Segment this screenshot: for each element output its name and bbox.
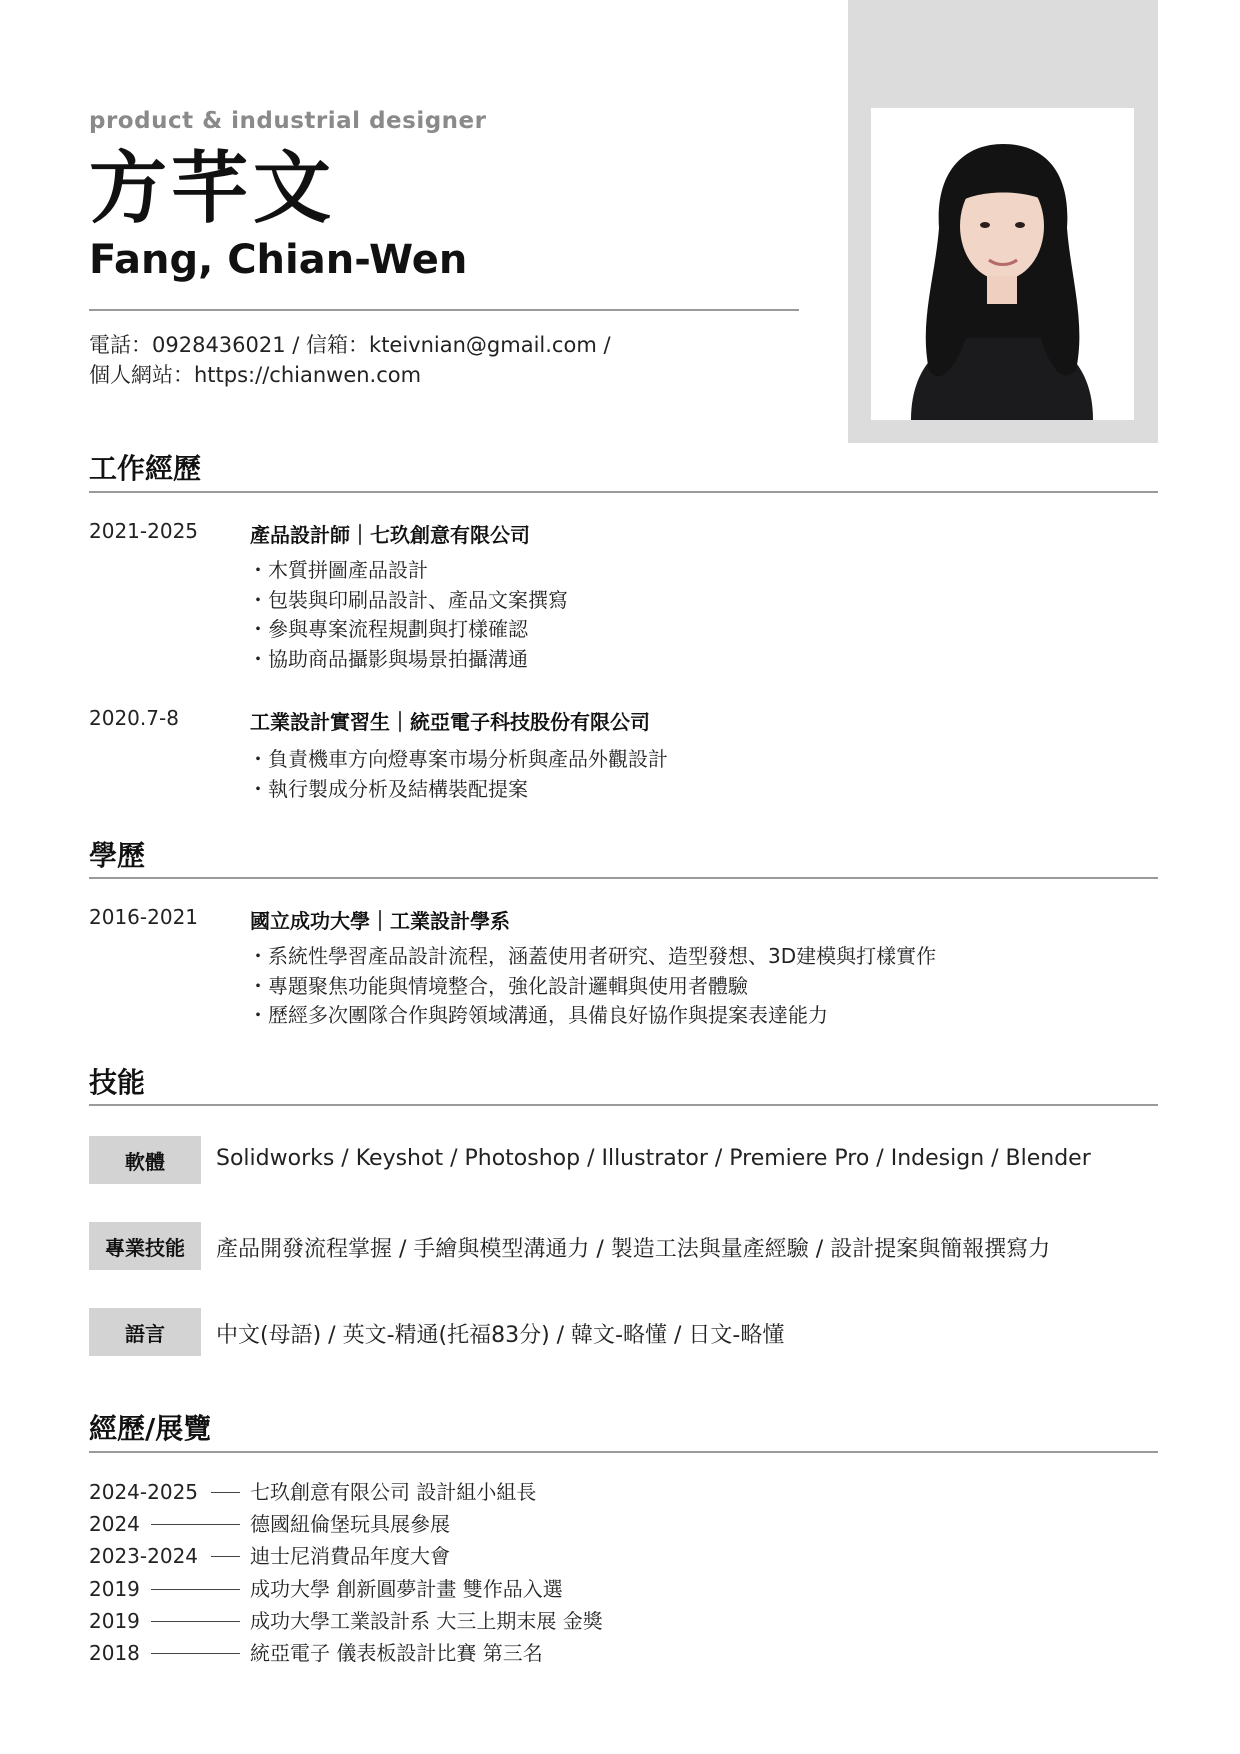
name-chinese: 方芊文 — [89, 144, 336, 234]
timeline-connector — [151, 1621, 240, 1622]
list-item: ・ 協助商品攝影與場景拍攝溝通 — [248, 645, 568, 675]
skill-label-professional: 專業技能 — [89, 1222, 201, 1270]
education-bullets — [248, 942, 936, 1031]
section-title-work: 工作經歷 — [89, 452, 202, 485]
list-item: ・ 負責機車方向燈專案市場分析與產品外觀設計 — [248, 745, 668, 775]
contact-line-website: 個人網站：https://chianwen.com — [89, 363, 422, 387]
timeline-row — [89, 1638, 1149, 1668]
contact-info — [89, 330, 611, 390]
work-role: 工業設計實習生｜統亞電子科技股份有限公司 — [250, 710, 650, 734]
list-item: ・ 包裝與印刷品設計、產品文案撰寫 — [248, 586, 568, 616]
timeline-text: 統亞電子 儀表板設計比賽 第三名 — [250, 1641, 543, 1665]
skill-value-language: 中文(母語) / 英文-精通(托福83分) / 韓文-略懂 / 日文-略懂 — [216, 1323, 785, 1348]
timeline-row — [89, 1574, 1149, 1604]
contact-line-phone-email: 電話：0928436021 / 信箱：kteivnian@gmail.com / — [89, 333, 611, 357]
timeline-connector — [151, 1589, 240, 1590]
timeline-year: 2019 — [89, 1577, 140, 1601]
profile-photo — [871, 108, 1134, 420]
section-divider-work — [89, 491, 1158, 493]
work-date: 2021-2025 — [89, 519, 199, 543]
timeline-text: 德國紐倫堡玩具展參展 — [250, 1512, 450, 1536]
section-title-exhibitions: 經歷/展覽 — [89, 1412, 212, 1445]
education-date: 2016-2021 — [89, 905, 199, 929]
timeline-year: 2024-2025 — [89, 1480, 199, 1504]
list-item: ・ 系統性學習產品設計流程，涵蓋使用者研究、造型發想、3D建模與打樣實作 — [248, 942, 936, 972]
header-divider — [89, 309, 799, 311]
work-bullets — [248, 556, 568, 674]
skill-label-software: 軟體 — [89, 1136, 201, 1184]
name-english: Fang, Chian-Wen — [89, 237, 468, 283]
timeline-year: 2018 — [89, 1641, 140, 1665]
list-item: ・ 木質拼圖產品設計 — [248, 556, 568, 586]
timeline-connector — [151, 1653, 240, 1654]
work-role: 產品設計師｜七玖創意有限公司 — [250, 523, 530, 547]
job-subtitle: product & industrial designer — [89, 108, 487, 134]
section-divider-skills — [89, 1104, 1158, 1106]
education-school: 國立成功大學｜工業設計學系 — [250, 909, 510, 933]
timeline-connector — [211, 1492, 240, 1493]
list-item: ・ 參與專案流程規劃與打樣確認 — [248, 615, 568, 645]
skill-value-software: Solidworks / Keyshot / Photoshop / Illustrator / Premiere Pro / Indesign / Blender — [216, 1146, 1091, 1171]
timeline-text: 迪士尼消費品年度大會 — [250, 1544, 450, 1568]
timeline-connector — [151, 1524, 240, 1525]
timeline-connector — [211, 1556, 240, 1557]
timeline-row — [89, 1541, 1149, 1571]
section-title-education: 學歷 — [89, 839, 146, 872]
list-item: ・ 專題聚焦功能與情境整合，強化設計邏輯與使用者體驗 — [248, 972, 936, 1002]
timeline-row — [89, 1606, 1149, 1636]
skill-label-language: 語言 — [89, 1308, 201, 1356]
section-title-skills: 技能 — [89, 1066, 146, 1099]
section-divider-education — [89, 877, 1158, 879]
timeline-year: 2019 — [89, 1609, 140, 1633]
list-item: ・ 執行製成分析及結構裝配提案 — [248, 775, 668, 805]
timeline-text: 成功大學工業設計系 大三上期末展 金獎 — [250, 1609, 603, 1633]
list-item: ・ 歷經多次團隊合作與跨領域溝通，具備良好協作與提案表達能力 — [248, 1001, 936, 1031]
timeline-text: 成功大學 創新圓夢計畫 雙作品入選 — [250, 1577, 563, 1601]
timeline-row — [89, 1477, 1149, 1507]
timeline-row — [89, 1509, 1149, 1539]
work-date: 2020.7-8 — [89, 706, 179, 730]
timeline-year: 2023-2024 — [89, 1544, 199, 1568]
section-divider-exhibitions — [89, 1451, 1158, 1453]
timeline-text: 七玖創意有限公司 設計組小組長 — [250, 1480, 537, 1504]
skill-value-professional: 產品開發流程掌握 / 手繪與模型溝通力 / 製造工法與量產經驗 / 設計提案與簡報撰寫力 — [216, 1237, 1051, 1262]
timeline-year: 2024 — [89, 1512, 140, 1536]
work-bullets — [248, 745, 668, 804]
